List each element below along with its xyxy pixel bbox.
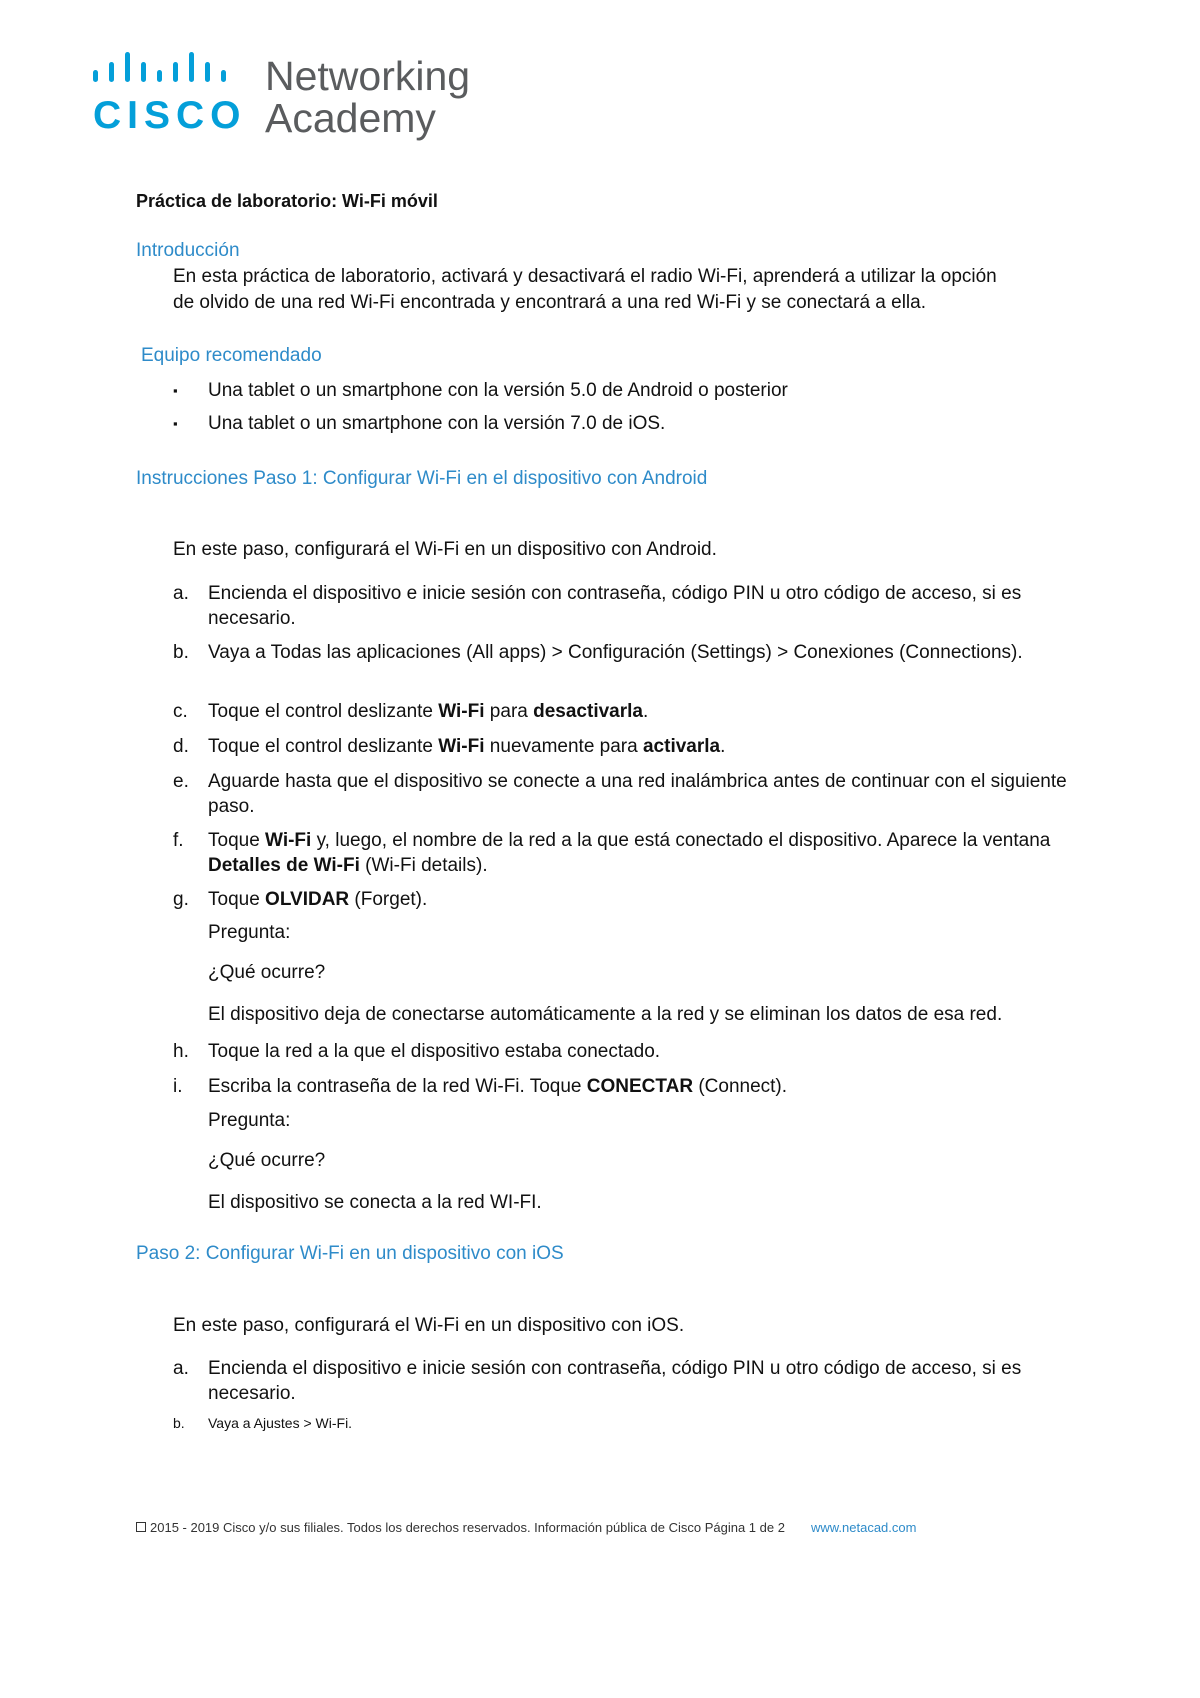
answer-text: El dispositivo deja de conectarse automáticamente a la red y se eliminan los datos de esa red. (208, 1004, 1003, 1025)
logo-academy-text: Academy (265, 95, 436, 141)
question-text: ¿Qué ocurre? (208, 962, 326, 983)
cisco-networking-academy-logo (93, 52, 493, 152)
question-label: Pregunta: (208, 922, 291, 943)
intro-heading: Introducción (136, 240, 240, 261)
page-footer (136, 1520, 916, 1535)
equipment-item-1: Una tablet o un smartphone con la versión 5.0 de Android o posterior (208, 380, 788, 401)
step1-intro: En este paso, configurará el Wi-Fi en un dispositivo con Android. (173, 539, 717, 560)
step2-heading: Paso 2: Configurar Wi-Fi en un dispositivo con iOS (136, 1243, 564, 1264)
copyright-box-icon (136, 1522, 146, 1532)
answer-text: El dispositivo se conecta a la red WI-FI. (208, 1192, 542, 1213)
bullet-marker: ▪ (173, 383, 178, 398)
document-page: CISCO Networking Academy Práctica de laboratorio: Wi-Fi móvil Introducción En esta práctica de laboratorio, activará y desactivará el radio Wi-Fi, aprenderá a utilizar la opción de olvido de una red Wi-Fi encontrada y encontrará a una red Wi-Fi y se conectará a ella. Equipo recomendado ▪ Una tablet o un smartphone con la versión 5.0 de Android o posterior ▪ Una tablet o un smartphone con la versión 7.0 de iOS. Instrucciones Paso 1: Configurar Wi-Fi en el dispositivo con Android En este paso, configurará el Wi-Fi en un dispositivo con Android. a. Encienda el dispositivo e inicie sesión con contraseña, código PIN u otro código de acceso, si es necesario. b. Vaya a Todas las aplicaciones (All apps) > Configuración (Settings) > Conexiones (Connections). c. Toque el control deslizante Wi-Fi para desactivarla. d. Toque el control deslizante Wi-Fi nuevamente para activarla. e. Aguarde hasta que el dispositivo se conecte a una red inalámbrica antes de continuar con el siguiente paso. f. Toque Wi-Fi y, luego, el nombre de la red a la que está conectado el dispositivo. Aparece la ventana Detalles de Wi-Fi (Wi-Fi details). g. Toque OLVIDAR (Forget). Pregunta: ¿Qué ocurre? El dispositivo deja de conectarse automáticamente a la red y se eliminan los datos de esa red. h. Toque la red a la que el dispositivo estaba conectado. i. Escriba la contraseña de la red Wi-Fi. Toque CONECTAR (Connect). Pregunta: ¿Qué ocurre? El dispositivo se conecta a la red WI-FI. Paso 2: Configurar Wi-Fi en un dispositivo con iOS En este paso, configurará el Wi-Fi en un dispositivo con iOS. a. Encienda el dispositivo e inicie sesión con contraseña, código PIN u otro código de acceso, si es necesario. b. Vaya a Ajustes > Wi-Fi. 2015 - 2019 Cisco y/o sus filiales. Todos los derechos reservados. Información pública de Cisco Página 1 de 2 www.netacad.com (0, 0, 1200, 1698)
page-title: Práctica de laboratorio: Wi-Fi móvil (136, 191, 438, 211)
equipment-heading: Equipo recomendado (141, 345, 322, 366)
intro-line-1: En esta práctica de laboratorio, activará y desactivará el radio Wi-Fi, aprenderá a utilizar la opción (173, 266, 997, 287)
cisco-bridge-icon (93, 52, 243, 92)
step1-heading: Instrucciones Paso 1: Configurar Wi-Fi en el dispositivo con Android (136, 468, 708, 489)
question-label: Pregunta: (208, 1110, 291, 1131)
intro-line-2: de olvido de una red Wi-Fi encontrada y encontrará a una red Wi-Fi y se conectará a ella. (173, 292, 926, 313)
equipment-item-2: Una tablet o un smartphone con la versión 7.0 de iOS. (208, 413, 666, 434)
step2-intro: En este paso, configurará el Wi-Fi en un dispositivo con iOS. (173, 1315, 685, 1336)
cisco-wordmark: CISCO (93, 94, 247, 137)
question-text: ¿Qué ocurre? (208, 1150, 326, 1171)
footer-text: 2015 - 2019 Cisco y/o sus filiales. Todos los derechos reservados. Información pública de Cisco Página 1 de 2 (150, 1520, 785, 1535)
bullet-marker: ▪ (173, 416, 178, 431)
intro-paragraph (173, 264, 1073, 316)
logo-networking-text: Networking (265, 53, 471, 99)
footer-link[interactable]: www.netacad.com (810, 1520, 917, 1535)
